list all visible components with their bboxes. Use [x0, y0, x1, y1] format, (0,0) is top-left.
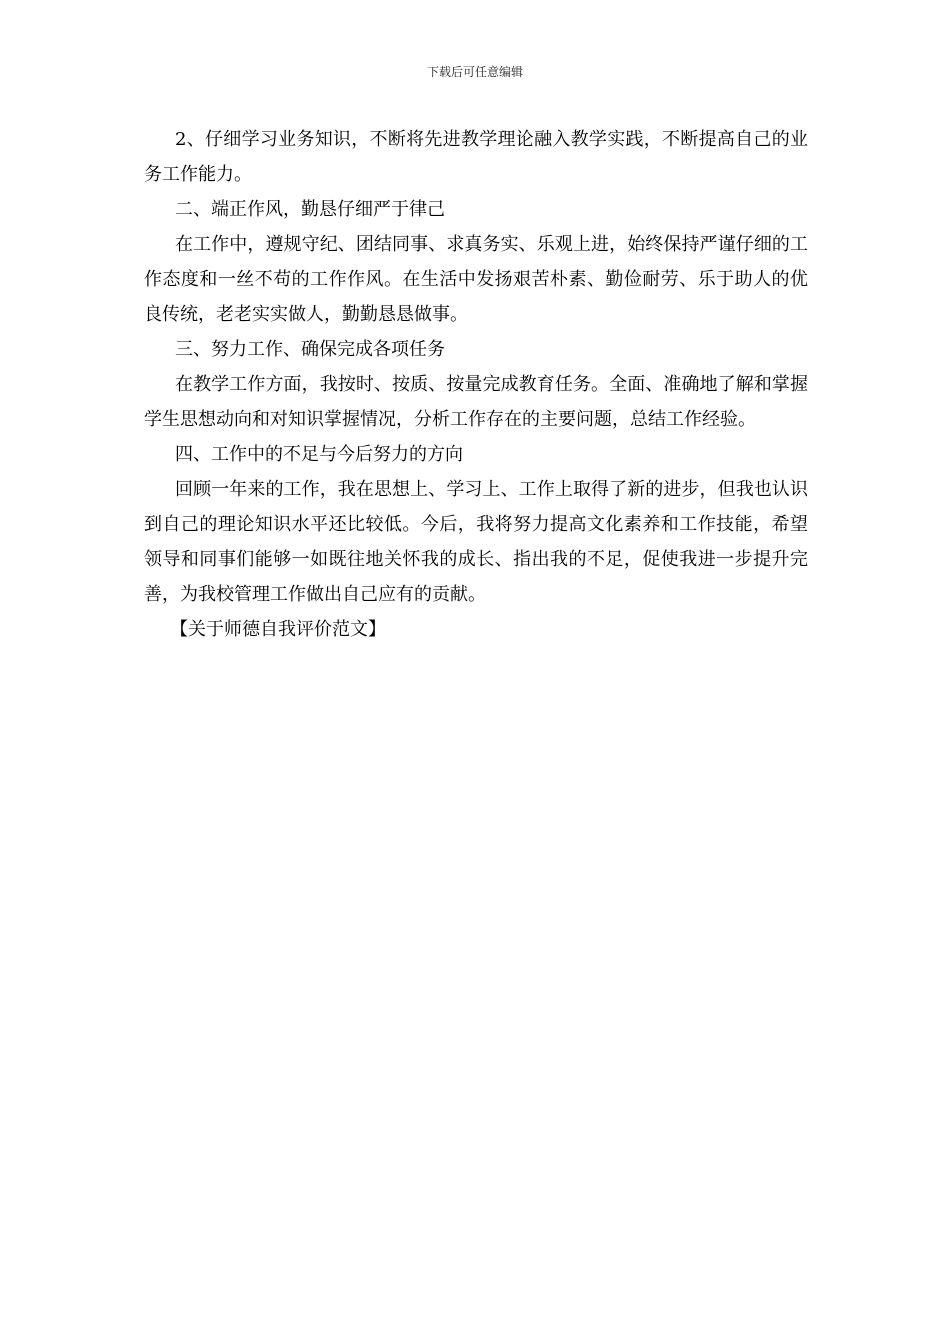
- footer-title: 【关于师德自我评价范文】: [170, 619, 386, 640]
- section-heading-3: 三、努力工作、确保完成各项任务: [175, 339, 445, 360]
- paragraph-study: 2、仔细学习业务知识，不断将先进教学理论融入教学实践，不断提高自己的业务工作能力。: [144, 129, 808, 185]
- paragraph-work: 在教学工作方面，我按时、按质、按量完成教育任务。全面、准确地了解和掌握学生思想动向和对知识掌握情况，分析工作存在的主要问题，总结工作经验。: [144, 374, 808, 430]
- paragraph-shortcomings: 回顾一年来的工作，我在思想上、学习上、工作上取得了新的进步，但我也认识到自己的理论知识水平还比较低。今后，我将努力提高文化素养和工作技能，希望领导和同事们能够一如既往地关怀我的成长、指出我的不足，促使我进一步提升完善，为我校管理工作做出自己应有的贡献。: [144, 479, 808, 605]
- paragraph-conduct: 在工作中，遵规守纪、团结同事、求真务实、乐观上进，始终保持严谨仔细的工作态度和一丝不苟的工作作风。在生活中发扬艰苦朴素、勤俭耐劳、乐于助人的优良传统，老老实实做人，勤勤恳恳做事。: [144, 234, 808, 325]
- header-note: 下载后可任意编辑: [426, 65, 523, 79]
- section-heading-4: 四、工作中的不足与今后努力的方向: [175, 444, 463, 465]
- section-heading-2: 二、端正作风，勤恳仔细严于律己: [175, 199, 445, 220]
- document-body: [144, 122, 808, 647]
